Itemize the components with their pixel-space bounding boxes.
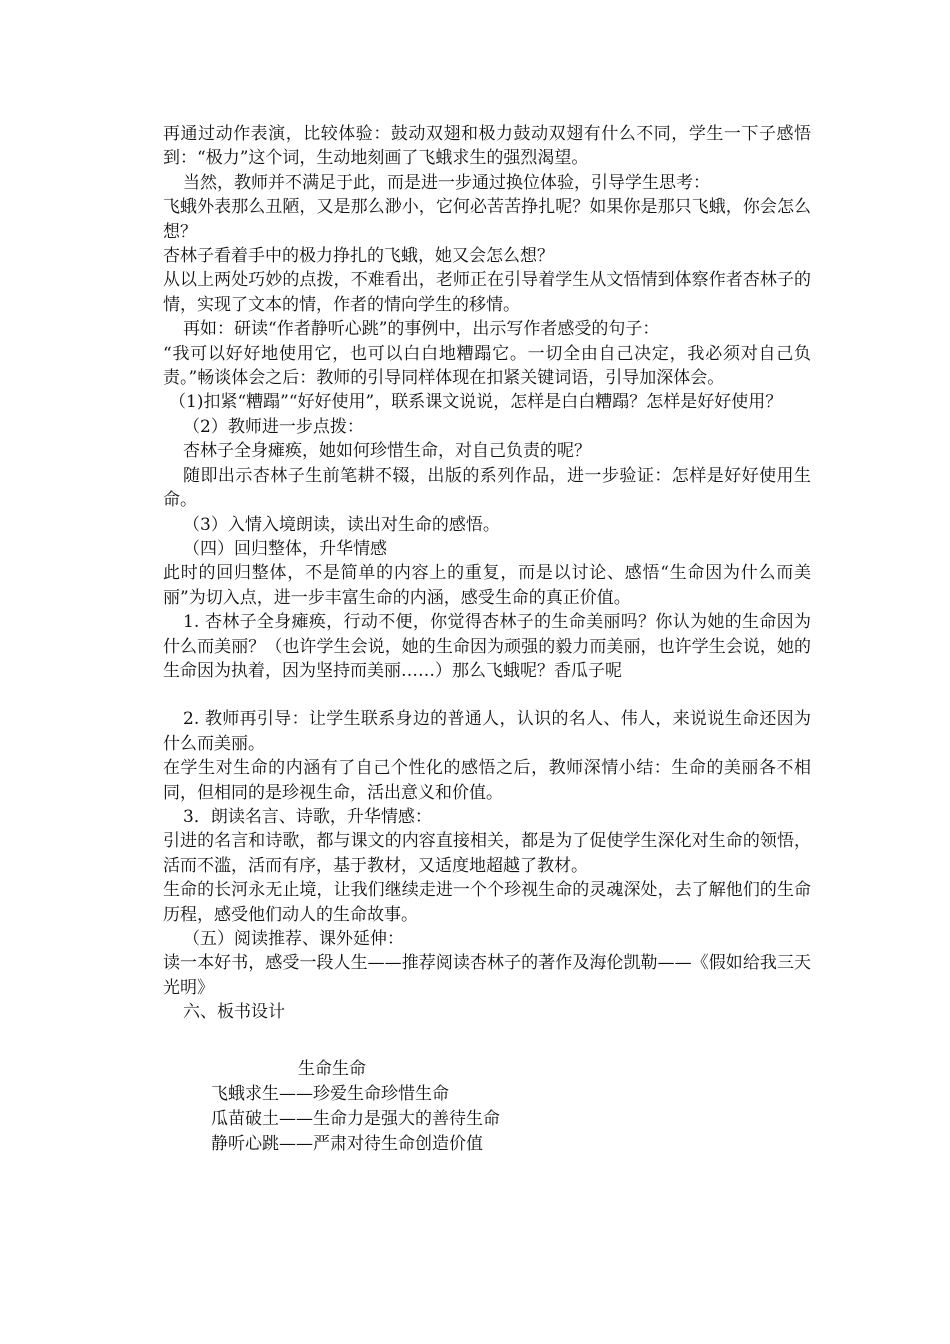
- paragraph-20: 生命的长河永无止境，让我们继续走进一个个珍视生命的灵魂深处，去了解他们的生命历程，感受他们动人的生命故事。: [163, 880, 811, 925]
- paragraph-11: 随即出示杏林子生前笔耕不辍，出版的系列作品，进一步验证：怎样是好好使用生命。: [163, 465, 811, 511]
- section-heading-6: 六、板书设计: [183, 1002, 285, 1023]
- section-heading-5: （五）阅读推荐、课外延伸：: [183, 929, 404, 949]
- paragraph-6: 再如：研读“作者静听心跳”的事例中，出示写作者感受的句子：: [183, 319, 660, 340]
- paragraph-4: 杏林子看着手中的极力挣扎的飞蛾，她又会怎么想？: [163, 246, 554, 267]
- paragraph-15: 1. 杏林子全身瘫痪，行动不便，你觉得杏林子的生命美丽吗？你认为她的生命因为什么而美丽？（也许学生会说，她的生命因为顽强的毅力而美丽，也许学生会说，她的生命因为执着，因为坚持而美丽……）那么飞蛾呢？香瓜子呢: [163, 612, 811, 681]
- paragraph-14: 此时的回归整体，不是简单的内容上的重复，而是以讨论、感悟“生命因为什么而美丽”为切入点，进一步丰富生命的内涵，感受生命的真正价值。: [163, 563, 811, 608]
- section-heading-4: （四）回归整体，升华情感: [183, 538, 387, 559]
- blank-line: [163, 1025, 811, 1049]
- blank-line: [163, 683, 811, 707]
- paragraph-16: 2. 教师再引导：让学生联系身边的普通人，认识的名人、伟人，来说说生命还因为什么而美丽。: [163, 709, 811, 754]
- board-line-2: 瓜苗破土——生命力是强大的善待生命: [211, 1108, 500, 1129]
- paragraph-18: 3．朗读名言、诗歌，升华情感：: [183, 806, 432, 827]
- document-page: [163, 122, 811, 1157]
- paragraph-22: 读一本好书，感受一段人生——推荐阅读杏林子的著作及海伦凯勒——《假如给我三天光明》: [163, 953, 811, 998]
- paragraph-1: 再通过动作表演，比较体验：鼓动双翅和极力鼓动双翅有什么不同，学生一下子感悟到：“极力”这个词，生动地刻画了飞蛾求生的强烈渴望。: [163, 124, 811, 169]
- board-line-3: 静听心跳——严肃对待生命创造价值: [211, 1133, 483, 1154]
- paragraph-9: （2）教师进一步点拨：: [183, 416, 364, 437]
- board-design: [163, 1057, 811, 1157]
- paragraph-2: 当然，教师并不满足于此，而是进一步通过换位体验，引导学生思考：: [183, 172, 710, 193]
- paragraph-10: 杏林子全身瘫痪，她如何珍惜生命，对自己负责的呢？: [183, 441, 591, 462]
- paragraph-3: 飞蛾外表那么丑陋，又是那么渺小，它何必苦苦挣扎呢？如果你是那只飞蛾，你会怎么想？: [163, 197, 811, 242]
- paragraph-17: 在学生对生命的内涵有了自己个性化的感悟之后，教师深情小结：生命的美丽各不相同，但相同的是珍视生命，活出意义和价值。: [163, 758, 811, 803]
- paragraph-8: （1)扣紧“糟蹋”“好好使用”，联系课文说说，怎样是白白糟蹋？怎样是好好使用？: [169, 392, 783, 413]
- paragraph-5: 从以上两处巧妙的点拨，不难看出，老师正在引导着学生从文悟情到体察作者杏林子的情，实现了文本的情，作者的情向学生的移情。: [163, 270, 811, 315]
- board-title: 生命生命: [298, 1058, 366, 1079]
- paragraph-12: （3）入情入境朗读，读出对生命的感悟。: [183, 514, 500, 535]
- board-line-1: 飞蛾求生——珍爱生命珍惜生命: [211, 1083, 449, 1104]
- paragraph-7: “我可以好好地使用它，也可以白白地糟蹋它。一切全由自己决定，我必须对自己负责。”畅谈体会之后：教师的引导同样体现在扣紧关键词语，引导加深体会。: [163, 343, 811, 389]
- paragraph-19: 引进的名言和诗歌，都与课文的内容直接相关，都是为了促使学生深化对生命的领悟，活而不滥，活而有序，基于教材，又适度地超越了教材。: [163, 831, 811, 876]
